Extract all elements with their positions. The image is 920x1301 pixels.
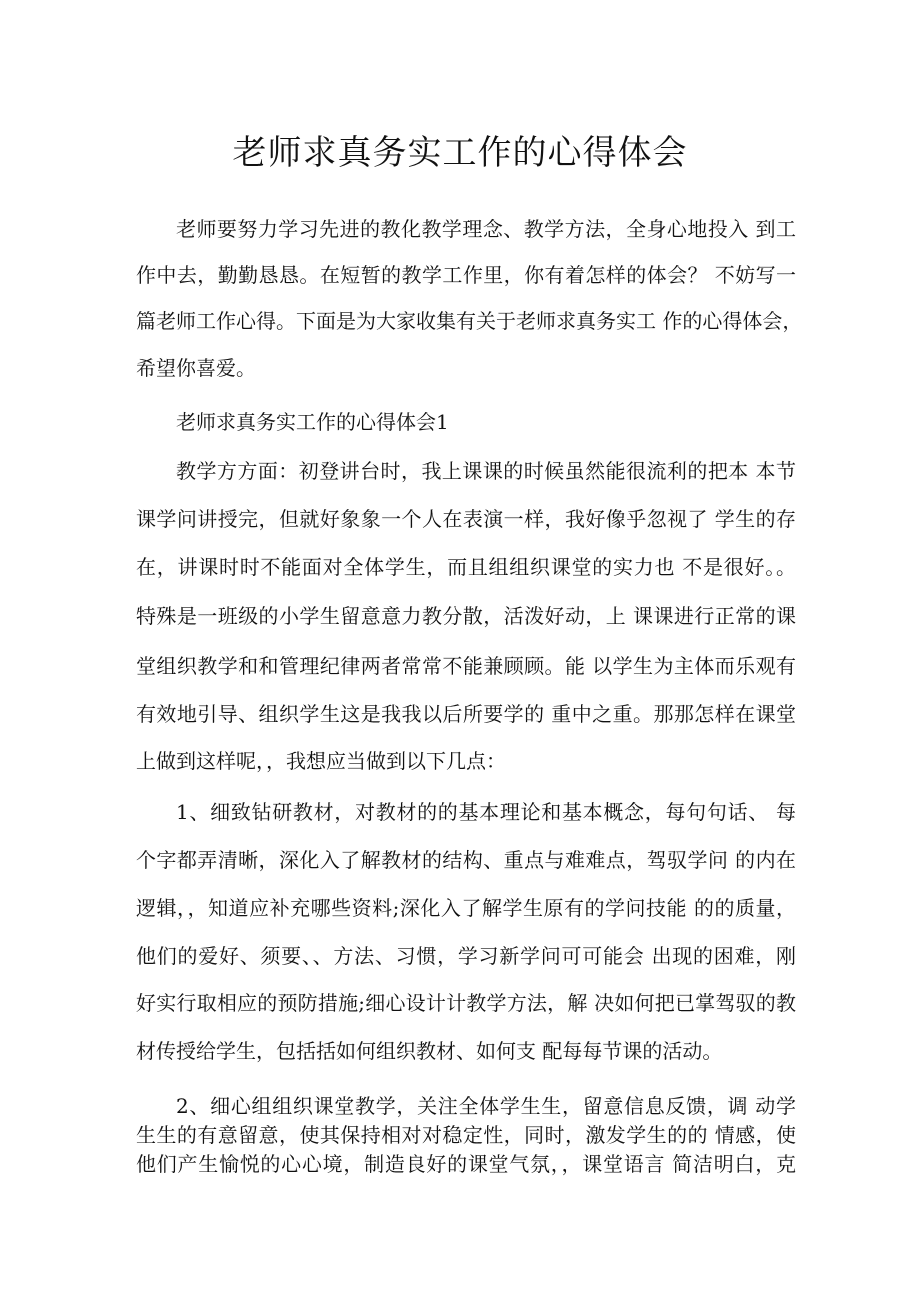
paragraph-line: 篇老师工作心得。下面是为大家收集有关于老师求真务实工 作的心得体会， <box>136 309 803 333</box>
paragraph-line: 他们产生愉悦的心心境，制造良好的课堂气氛，，课堂语言 简洁明白，克 <box>136 1152 796 1176</box>
paragraph-line: 上做到这样呢，，我想应当做到以下几点： <box>136 749 506 773</box>
section-heading: 老师求真务实工作的心得体会1 <box>176 410 449 434</box>
paragraph-line: 逻辑，，知道应补充哪些资料;深化入了解学生原有的学问技能 的的质量， <box>136 896 796 920</box>
paragraph-line: 2、细心组组织课堂教学，关注全体学生生，留意信息反馈，调 动学 <box>176 1094 796 1118</box>
paragraph-line: 希望你喜爱。 <box>136 356 256 380</box>
paragraph-line: 老师要努力学习先进的教化教学理念、教学方法，全身心地投入 到工 <box>176 217 796 241</box>
paragraph-line: 堂组织教学和和管理纪律两者常常不能兼顾顾。能 以学生为主体而乐观有 <box>136 654 796 678</box>
paragraph-line: 好实行取相应的预防措施;细心设计计教学方法，解 决如何把已掌驾驭的教 <box>136 991 796 1015</box>
document-title: 老师求真务实工作的心得体会 <box>232 133 688 173</box>
paragraph-line: 教学方方面：初登讲台时，我上课课的时候虽然能很流利的把本 本节 <box>176 459 796 483</box>
paragraph-line: 在，讲课时时不能面对全体学生，而且组组织课堂的实力也 不是很好。。 <box>136 555 796 579</box>
paragraph-line: 个字都弄清晰，深化入了解教材的结构、重点与难难点，驾驭学问 的内在 <box>136 848 796 872</box>
paragraph-line: 生生的有意留意，使其保持相对对稳定性，同时，激发学生的的 情感，使 <box>136 1123 796 1147</box>
paragraph-line: 有效地引导、组织学生这是我我以后所要学的 重中之重。那那怎样在课堂 <box>136 702 796 726</box>
paragraph-line: 1、细致钻研教材，对教材的的基本理论和基本概念，每句句话、 每 <box>176 800 796 824</box>
paragraph-line: 课学问讲授完，但就好象象一个人在表演一样，我好像乎忽视了 学生的存 <box>136 507 796 531</box>
paragraph-line: 他们的爱好、须要、、方法、习惯，学习新学问可可能会 出现的困难，刚 <box>136 944 796 968</box>
paragraph-line: 特殊是一班级的小学生留意意力教分散，活泼好动，上 课课进行正常的课 <box>136 604 796 628</box>
paragraph-line: 材传授给学生，包括括如何组织教材、如何支 配每每节课的活动。 <box>136 1039 723 1063</box>
paragraph-line: 作中去，勤勤恳恳。在短暂的教学工作里，你有着怎样的体会？ 不妨写一 <box>136 263 796 287</box>
